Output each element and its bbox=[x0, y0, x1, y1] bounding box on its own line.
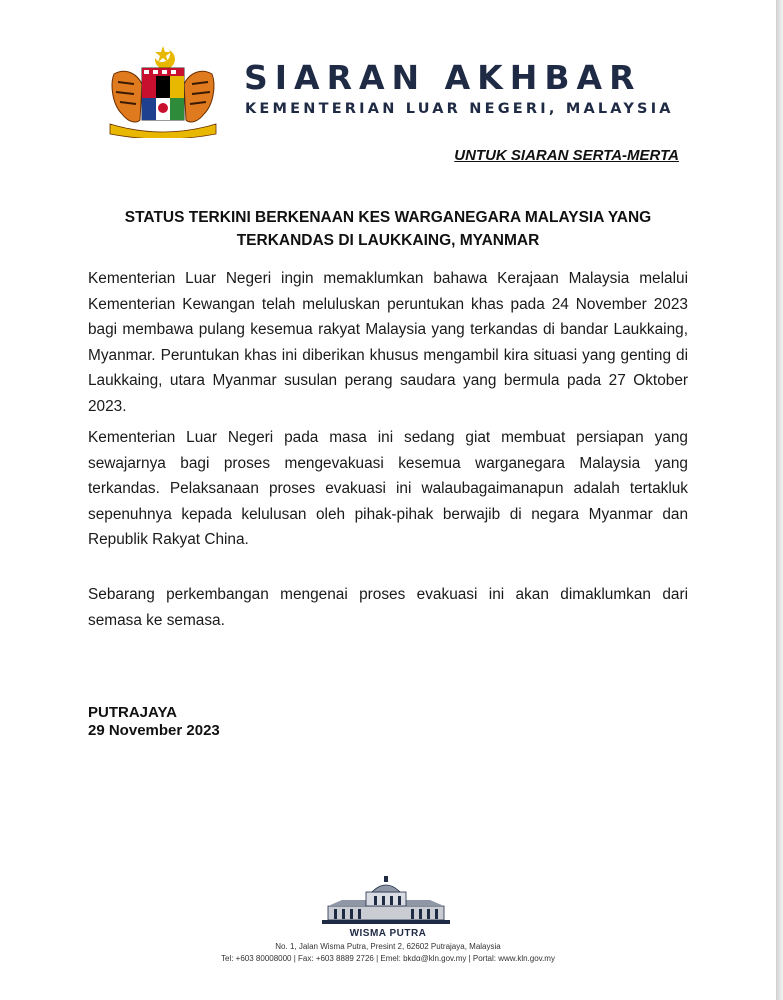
paragraph-1: Kementerian Luar Negeri ingin memaklumkan bahawa Kerajaan Malaysia melalui Kementerian Kewangan telah meluluskan peruntukan khas pada 24 November 2023 bagi membawa pulang kesemua rakyat Malaysia yang terkandas di bandar Laukkaing, Myanmar. Peruntukan khas ini diberikan khusus mengambil kira situasi yang genting di Laukkaing, utara Myanmar susulan perang saudara yang bermula pada 27 Oktober 2023. bbox=[88, 270, 688, 415]
place: PUTRAJAYA bbox=[88, 704, 177, 721]
document-title: STATUS TERKINI BERKENAAN KES WARGANEGARA MALAYSIA YANG TERKANDAS DI LAUKKAING, MYANMAR bbox=[124, 209, 652, 249]
date: 29 November 2023 bbox=[88, 722, 220, 739]
wisma-putra-building-icon bbox=[322, 876, 450, 926]
header-subtitle: KEMENTERIAN LUAR NEGERI, MALAYSIA bbox=[245, 101, 674, 117]
footer-building-name: WISMA PUTRA bbox=[349, 928, 427, 939]
footer-contact: Tel: +603 80008000 | Fax: +603 8889 2726 | Emel: bkdα@kln.gov.my | Portal: www.kln.gov.my bbox=[221, 954, 555, 963]
header-title: SIARAN AKHBAR bbox=[244, 58, 642, 97]
release-tag: UNTUK SIARAN SERTA-MERTA bbox=[454, 147, 679, 164]
malaysia-coat-of-arms-icon bbox=[106, 44, 220, 138]
paragraph-3: Sebarang perkembangan mengenai proses evakuasi ini akan dimaklumkan dari semasa ke semasa. bbox=[88, 586, 688, 629]
paragraph-2: Kementerian Luar Negeri pada masa ini sedang giat membuat persiapan yang sewajarnya bagi proses mengevakuasi kesemua warganegara Malaysia yang terkandas. Pelaksanaan proses evakuasi ini walaubagaimanapun adalah tertakluk sepenuhnya kepada kelulusan oleh pihak-pihak berwajib di negara Myanmar dan Republik Rakyat China. bbox=[88, 429, 688, 548]
page-edge-shadow bbox=[776, 0, 783, 1000]
footer-address: No. 1, Jalan Wisma Putra, Presint 2, 62602 Putrajaya, Malaysia bbox=[275, 942, 501, 951]
